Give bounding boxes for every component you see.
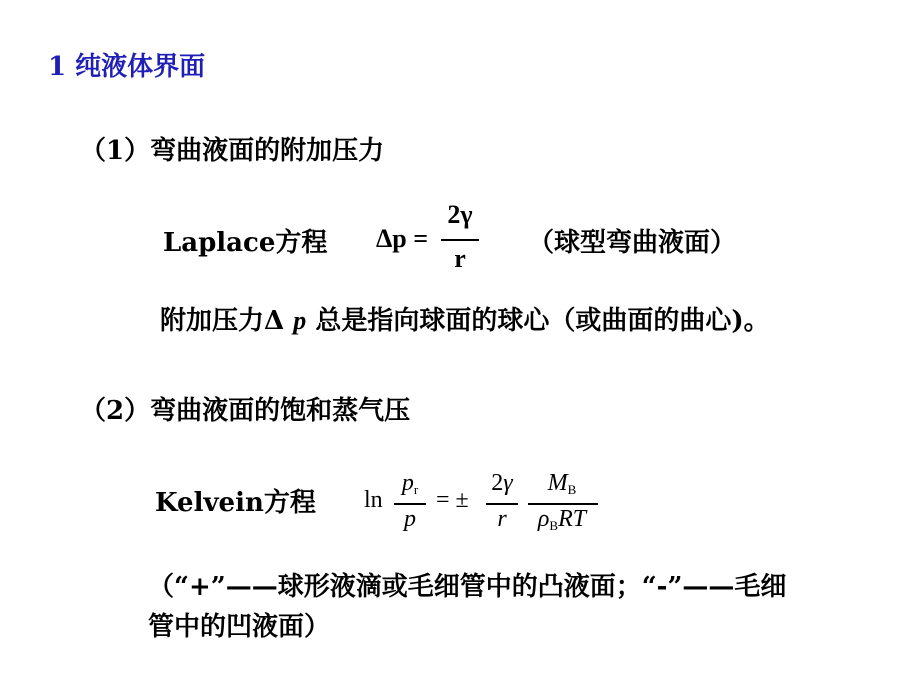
kelvin-ln: ln [364, 487, 383, 513]
kelvin-M: MB [547, 470, 577, 497]
laplace-denominator: r [454, 244, 466, 273]
kelvin-r: r [497, 506, 507, 532]
kelvin-p: p [404, 506, 416, 532]
laplace-statement [160, 300, 770, 337]
laplace-note: （球型弯曲液面） [528, 228, 737, 258]
kelvin-bar-1 [394, 503, 426, 505]
statement-part-a: 附加压力Δ [160, 306, 285, 336]
kelvin-bar-3 [528, 503, 598, 505]
laplace-lhs: Δp = [376, 224, 429, 253]
section1-title: （1）弯曲液面的附加压力 [80, 136, 385, 166]
kelvin-pr: pr [401, 470, 419, 497]
laplace-fraction-bar [441, 239, 479, 241]
kelvin-note-line2: 管中的凹液面） [148, 612, 331, 642]
statement-p: p [293, 306, 307, 335]
laplace-label: Laplace方程 [163, 228, 328, 258]
section2-title: （2）弯曲液面的饱和蒸气压 [80, 396, 411, 426]
kelvin-label: Kelvein方程 [155, 488, 316, 518]
page-title: 1 纯液体界面 [48, 52, 206, 82]
kelvin-rhoRT: ρBRT [537, 506, 587, 533]
kelvin-note-line1: （“+”——球形液滴或毛细管中的凸液面；“-”——毛细 [148, 572, 787, 602]
kelvin-bar-2 [486, 503, 518, 505]
laplace-numerator: 2γ [447, 200, 473, 229]
kelvin-2gamma: 2γ [491, 470, 513, 496]
statement-part-b: 总是指向球面的球心（或曲面的曲心)。 [315, 306, 770, 336]
kelvin-equals-pm: = ± [436, 487, 469, 513]
